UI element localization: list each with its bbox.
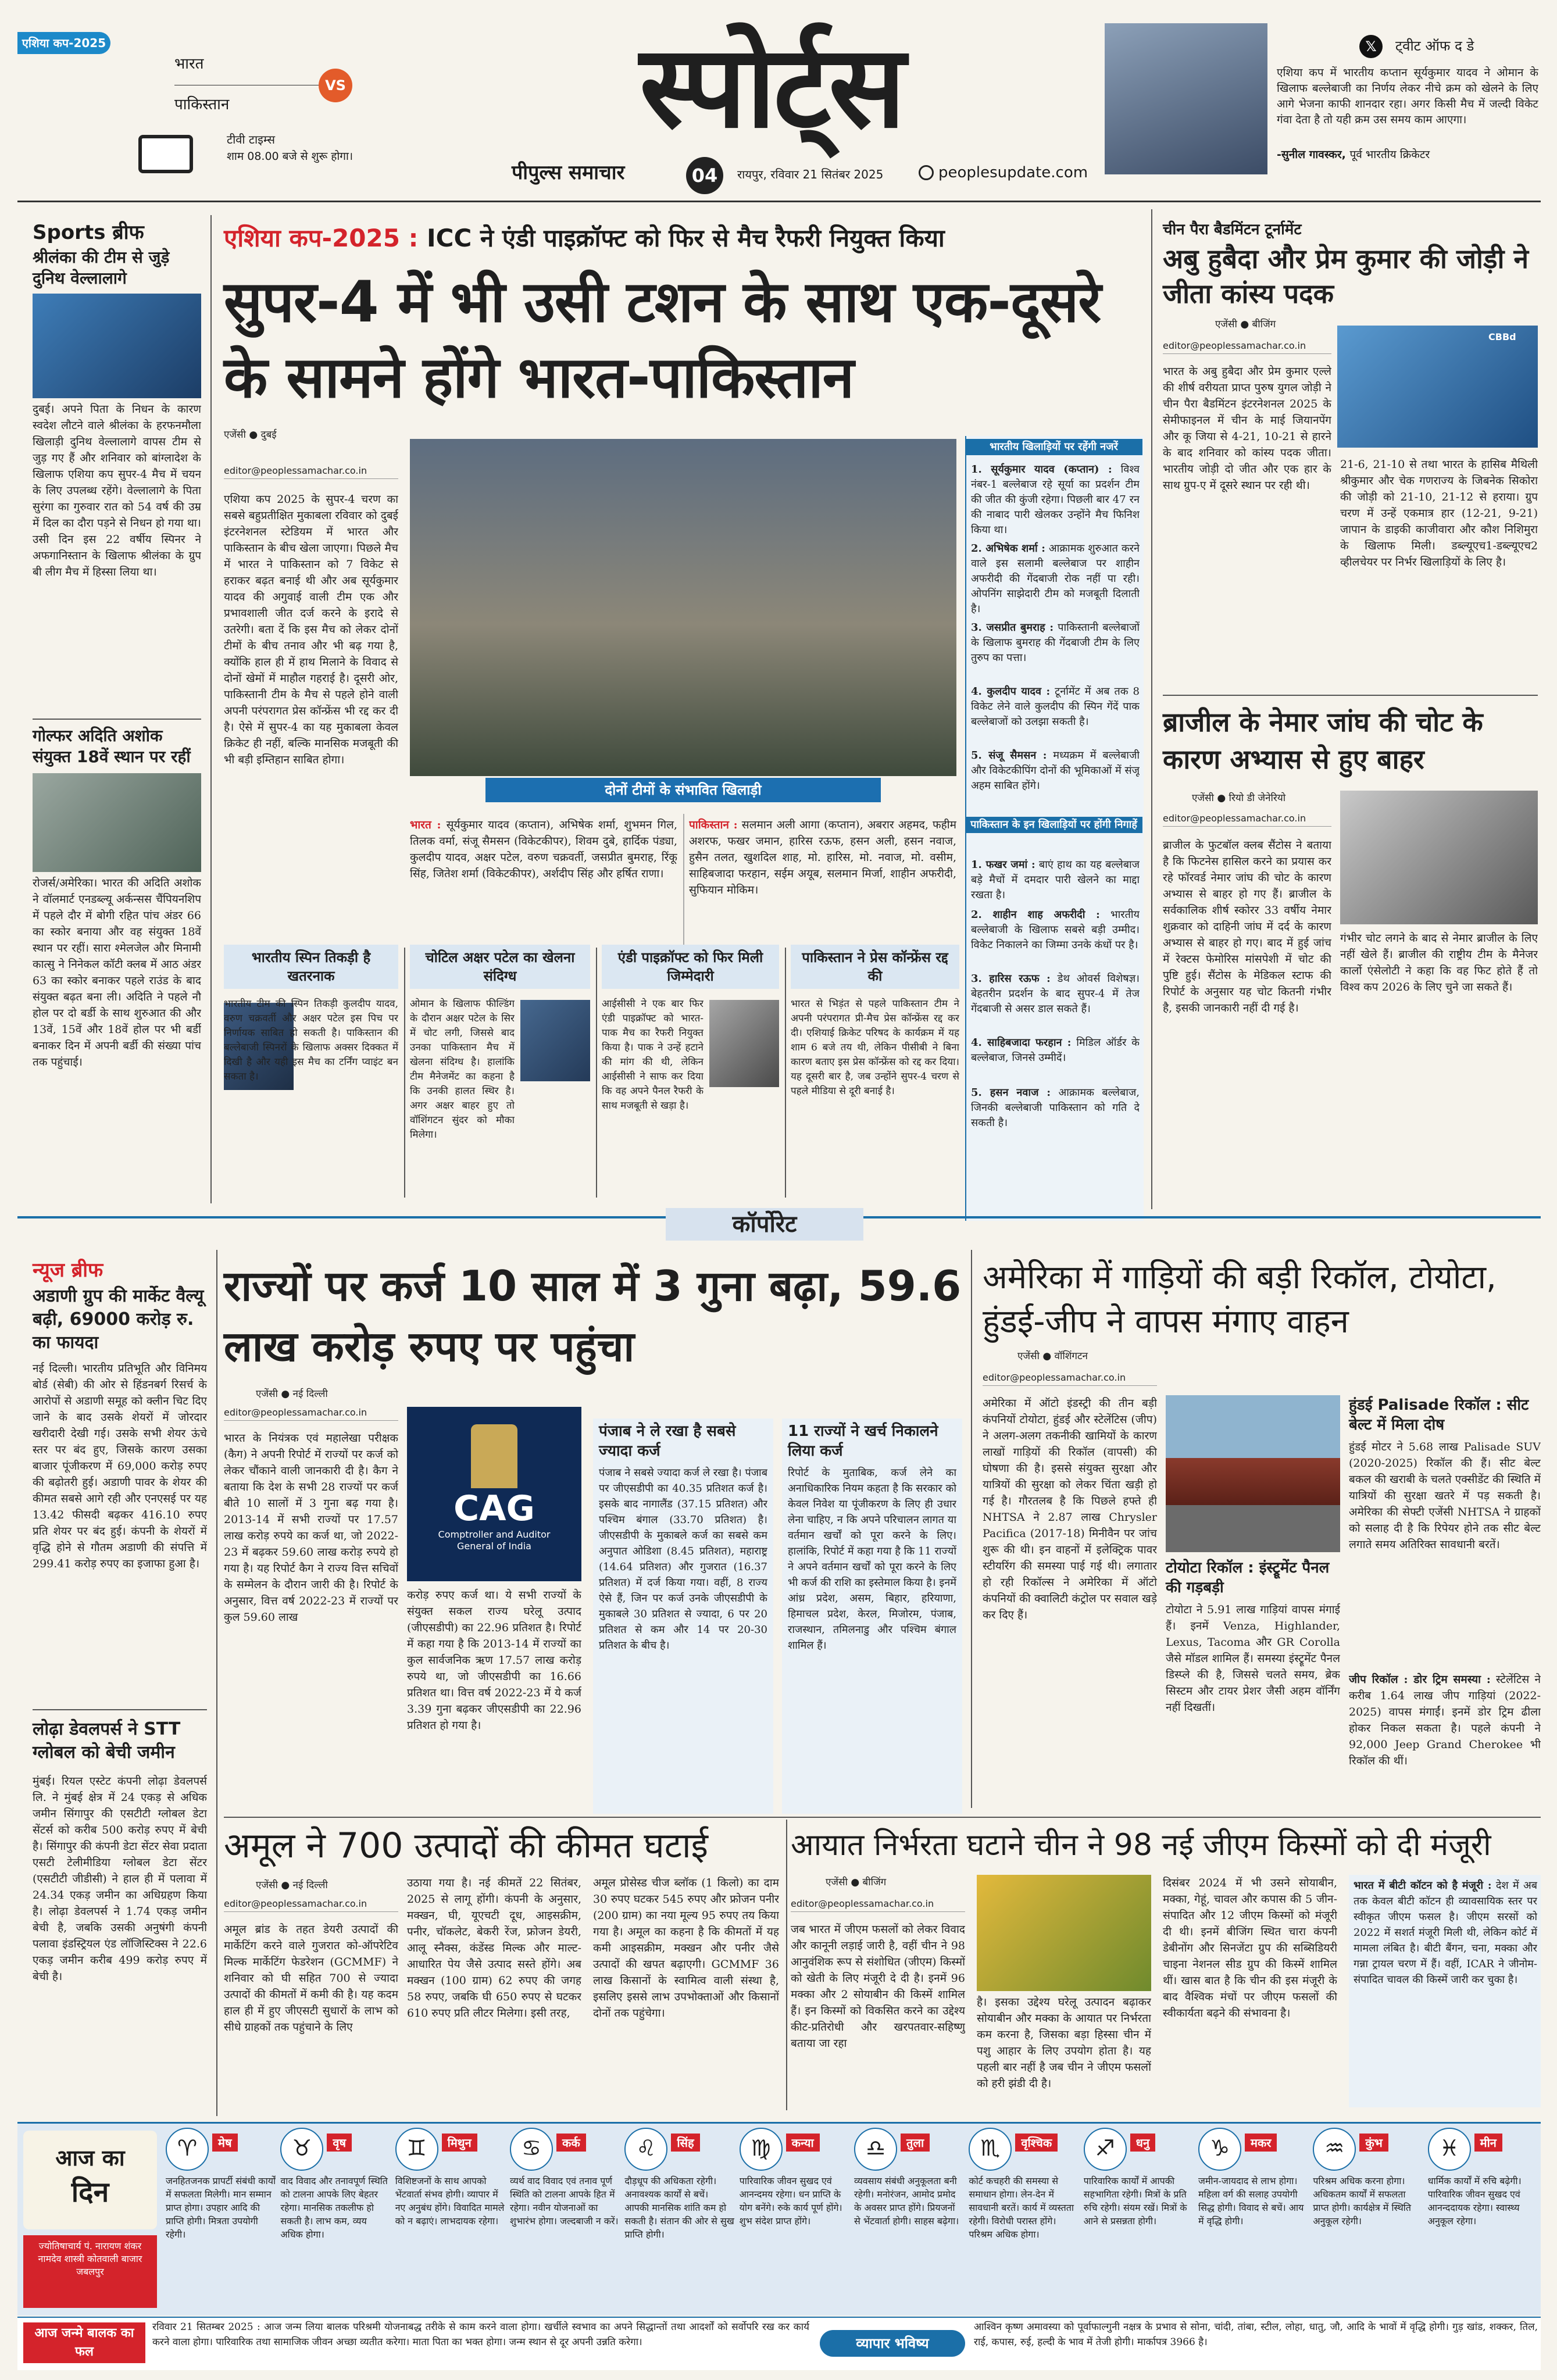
main-body: एशिया कप 2025 के सुपर-4 चरण का सबसे बहुप्रतीक्षित मुकाबला रविवार को दुबई इंटरनेशनल स्टेडियम में भारत और पाकिस्तान के बीच खेला जाएगा। पिछले मैच में भारत ने पाकिस्तान को 7 विकेट से हराकर बढ़त बनाई थी और अब सूर्यकुमार यादव की अगुवाई वाली टीम एक और प्रभावशाली जीत दर्ज करने के इरादे से उतरेगी। बता दें कि इस मैच को लेकर दोनों टीमों के बीच तनाव और भी बढ़ गया है, क्योंकि हाल ही में हाथ मिलाने के विवाद से दोनों खेमों में माहौल गहराई है। दूसरी ओर, पाकिस्तानी टीम के मैच से पहले होने वाली अपनी परंपरागत प्रेस कॉन्फ्रेंस भी रद्द कर दी है। ऐसे में सुपर-4 का यह मुकाबला केवल क्रिकेट ही नहीं, बल्कि मानसिक मजबूती की भी बड़ी इम्तिहान साबित होगा। [224,493,398,766]
sub-box-title: चोटिल अक्षर पटेल का खेलना संदिग्ध [410,945,590,989]
debt-email: editor@peoplessamachar.co.in [224,1407,398,1421]
neymar-byline: एजेंसी ● रियो डी जेनेरियो [1192,792,1286,804]
adani-headline: अडाणी ग्रुप की मार्केट वैल्यू बढ़ी, 69000 करोड़ रु. का फायदा [33,1286,204,1353]
rashi-icon: ♉ [280,2128,323,2171]
rashi-makar [1198,2128,1308,2308]
adani-text: नई दिल्ली। भारतीय प्रतिभूति और विनिमय बोर्ड (सेबी) की ओर से हिंडनबर्ग रिसर्च के आरोपों से अडाणी समूह को क्लीन चिट दिए जाने के बाद उसके शेयरों में जोरदार खरीदारी देखी गई। उसके सभी शेयर ऊंचे स्तर पर बंद हुए, जिसके कारण उसका बाजार पूंजीकरण में 69,000 करोड़ रुपए की बढ़ोतरी हुई। अडाणी पावर के शेयर की कीमत सबसे आगे रही और एनएसई पर यह 13.42 फीसदी बढ़कर 416.10 रुपए प्रति शेयर पर बंद हुई। कंपनी के शेयरों में वृद्धि होने से गौतम अडाणी की संपत्ति में 299.41 करोड़ रुपए का इजाफा हुआ है। [33,1362,207,1570]
aditi-photo [33,773,201,872]
brief-divider [33,719,201,720]
astrologer: ज्योतिषाचार्य पं. नारायण शंकर नामदेव शास्त्री कोतवाली बाजार जबलपुर [23,2235,157,2308]
sub-box-3 [602,945,779,1203]
rashi-name: तुला [901,2134,930,2152]
india-players-title: भारतीय खिलाड़ियों पर रहेंगी नजरें [965,439,1142,455]
brief-divider-2 [33,1709,207,1710]
list-item: 5. संजू सैमसन : मध्यक्रम में बल्लेबाजी और विकेटकीपिंग दोनों की भूमिकाओं में संजू अहम साबित होंगे। [971,749,1140,792]
brief-label: Sports ब्रीफ [33,221,144,244]
debt-text-2: करोड़ रुपए कर्ज था। ये सभी राज्यों के संयुक्त सकल राज्य घरेलू उत्पाद (जीएसडीपी) का 22.96 प्रतिशत है। रिपोर्ट में कहा गया है कि 2013-14 में राज्यों का कुल सार्वजनिक ऋण 17.57 लाख करोड़ रुपये था, जो जीएसडीपी का 16.66 प्रतिशत था। वित्त वर्ष 2022-23 में ये कर्ज 3.39 गुना बढ़कर जीएसडीपी का 22.96 प्रतिशत हो गया है। [407,1589,581,1732]
globe-icon [919,165,934,180]
tv-icon [138,135,193,173]
india-players-list [971,462,1140,798]
recall-email: editor@peoplessamachar.co.in [983,1372,1157,1386]
debt-byline: एजेंसी ● नई दिल्ली [256,1388,328,1400]
cag-sub: Comptroller and Auditor General of India [438,1529,551,1552]
jeep-text: जीप रिकॉल : डोर ट्रिम समस्या : स्टेलेंटिस ने करीब 1.64 लाख जीप गाड़ियां (2022-2025) वापस मंगाईं। इनमें डोर ट्रिम ढीला होकर निकल सकता है। पहले कंपनी ने 92,000 Jeep Grand Cherokee भी रिकॉल की थीं। [1349,1673,1541,1767]
punjab-title: पंजाब ने ले रखा है सबसे ज्यादा कर्ज [599,1423,736,1460]
gm-text-3: दिसंबर 2024 में भी उसने सोयाबीन, मक्का, गेहूं, चावल और कपास की 5 जीन-संपादित और 12 जीएम किस्मों को मंजूरी दी थी। इनमें बीजिंग स्थित चारा कंपनी डेबीनोंग और सिनजेंटा ग्रुप की सब्सिडियरी चाइना नेशनल सीड ग्रुप की किस्में शामिल थीं। खास बात है कि चीन की इस मंजूरी के बाद वैश्विक मंचों पर जीएम फसलों की स्वीकार्यता बढ़ने की संभावना है। [1163,1877,1337,2020]
rashi-text: कोर्ट कचहरी की समस्या से समाधान होगा। लेन-देन में सावधानी बरतें। कार्य में व्यस्तता रहेगी। विरोधी परास्त होंगे। परिश्रम अधिक होगा। [969,2175,1074,2240]
rashi-singh [624,2128,734,2308]
rashi-meen [1428,2128,1538,2308]
rashi-mesh [166,2128,276,2308]
debt-text-1: भारत के नियंत्रक एवं महालेखा परीक्षक (कैग) ने अपनी रिपोर्ट में राज्यों पर कर्ज को लेकर चौंकाने वाली जानकारी दी है। कैग ने बताया कि देश के सभी 28 राज्यों पर कर्ज बीते 10 सालों में 3 गुना बढ़ गया है। 2013-14 में सभी राज्यों पर 17.57 लाख करोड़ रुपये का कर्ज था, जो 2022-23 में बढ़कर 59.60 लाख करोड़ रुपये हो गया है। यह रिपोर्ट कैग ने राज्य वित्त सचिवों के सम्मेलन के दौरान जारी की है। रिपोर्ट के अनुसार, वित्त वर्ष 2022-23 में राज्यों पर कुल 59.60 लाख [224,1432,398,1624]
pak-players-title: पाकिस्तान के इन खिलाड़ियों पर होंगी निगाहें [965,817,1142,833]
rashi-icon: ♓ [1428,2128,1471,2171]
sub-box-1 [224,945,398,1203]
sub-divider-1 [404,948,405,1198]
rashi-text: व्यर्थ वाद विवाद एवं तनाव पूर्ण स्थिति को टालना आपके हित में रहेगा। नवीन योजनाओं का शुभारंभ होगा। जल्दबाजी न करें। [509,2175,619,2227]
rashifal-heading [23,2131,157,2229]
recall-text-1: अमेरिका में ऑटो इंडस्ट्री की तीन बड़ी कंपनियों टोयोटा, हुंडई और स्टेलेंटिस (जीप) ने अलग-अलग तकनीकी खामियों के कारण लाखों गाड़ियों की रिकॉल (वापसी) की घोषणा की है। इससे संयुक्त सुरक्षा और यात्रियों की सुरक्षा को लेकर चिंता खड़ी हो गई है। गौरतलब है कि पिछले हफ्ते ही NHTSA ने 2.87 लाख Chrysler Pacifica (2017-18) मिनीवैन पर जांच शुरू की थी। इन वाहनों में इलेक्ट्रिक पावर स्टीयरिंग की समस्या पाई गई थी। लगातार हो रही रिकॉल्स ने अमेरिका में ऑटो कंपनियों की क्वालिटी कंट्रोल पर सवाल खड़े कर दिए हैं। [983,1397,1157,1621]
neymar-email: editor@peoplessamachar.co.in [1163,813,1331,827]
wellalage-photo [33,294,201,398]
main-kicker: एशिया कप-2025 : ICC ने एंडी पाइक्रॉफ्ट को फिर से मैच रैफरी नियुक्त किया [224,224,945,252]
rashi-mithun [395,2128,505,2308]
gm-email: editor@peoplessamachar.co.in [791,1898,965,1912]
amul-headline: अमूल ने 700 उत्पादों की कीमत घटाई [224,1825,708,1866]
paper-name: पीपुल्स समाचार [512,161,625,184]
india-squad: भारत : सूर्यकुमार यादव (कप्तान), अभिषेक शर्मा, शुभमन गिल, तिलक वर्मा, संजू सैमसन (विकेटकीपर), शिवम दुबे, हार्दिक पंड्या, कुलदीप यादव, अक्षर पटेल, वरुण चक्रवर्ती, जसप्रीत बुमराह, रिंकू सिंह, जितेश शर्मा (विकेटकीपर), अर्शदीप सिंह और हर्षित राणा। [410,819,677,880]
eleven-text: रिपोर्ट के मुताबिक, कर्ज लेने का अनाधिकारिक नियम कहता है कि सरकार को केवल निवेश या पूंजीकरण के लिए ही उधार लेना चाहिए, न कि अपने परिचालन लागत या वर्तमान खर्चों को पूरा करने के लिए। हालांकि, रिपोर्ट में कहा गया है कि 11 राज्यों ने अपने वर्तमान खर्चों को पूरा करने के लिए भी कर्ज की राशि का इस्तेमाल किया है। इनमें आंध्र प्रदेश, असम, बिहार, हरियाणा, हिमाचल प्रदेश, केरल, मिजोरम, पंजाब, राजस्थान, तमिलनाडु और पश्चिम बंगाल शामिल हैं। [788,1467,956,1652]
rashi-kumbh [1313,2128,1423,2308]
rashi-name: मेष [212,2134,238,2152]
amul-text-2: उठाया गया है। नई कीमतें 22 सितंबर, 2025 से लागू होंगी। कंपनी के अनुसार, मक्खन, घी, यूएचटी दूध, आइसक्रीम, पनीर, चॉकलेट, बेकरी रेंज, फ्रोजन डेयरी, आलू स्नैक्स, कंडेंस्ड मिल्क और माल्ट-आधारित पेय जैसे उत्पाद सस्ते होंगे। अब मक्खन (100 ग्राम) 62 रुपए की जगह 58 रुपए, जबकि घी 650 रुपए से घटकर 610 रुपए प्रति लीटर मिलेगा। इसी तरह, [407,1877,581,2020]
neymar-headline: ब्राजील के नेमार जांघ की चोट के कारण अभ्यास से हुए बाहर [1163,706,1483,775]
badminton-email: editor@peoplessamachar.co.in [1163,340,1331,354]
brief-headline-2: गोल्फर अदिति अशोक संयुक्त 18वें स्थान पर रहीं [33,726,191,766]
hyundai-title: हुंडई Palisade रिकॉल : सीट बेल्ट में मिला दोष [1349,1396,1529,1434]
dateline: रायपुर, रविवार 21 सितंबर 2025 [737,167,884,181]
rashi-text: पारिवारिक जीवन सुखद एवं आनन्दमय रहेगा। धन प्राप्ति के योग बनेंगे। रुके कार्य पूर्ण होंगे। शुभ संदेश प्राप्त होंगे। [739,2175,842,2227]
gavaskar-photo [1105,23,1267,174]
right-divider [1163,695,1538,696]
rashi-name: वृष [327,2134,352,2152]
tweet-label: ट्वीट ऑफ द डे [1395,38,1474,54]
sub-box-title: एंडी पाइक्रॉफ्ट को फिर मिली जिम्मेदारी [602,945,779,989]
neymar-text-2: गंभीर चोट लगने के बाद से नेमार ब्राजील के लिए नहीं खेले हैं। ब्राजील की राष्ट्रीय टीम के मैनेजर कार्लो एंसेलोटी ने कहा कि वह फिट होते हैं तो विश्व कप 2026 के लिए चुने जा सकते हैं। [1340,932,1538,994]
rashi-name: मिथुन [442,2134,477,2152]
rashi-icon: ♊ [395,2128,438,2171]
punjab-text: पंजाब ने सबसे ज्यादा कर्ज ले रखा है। पंजाब पर जीएसडीपी का 40.35 प्रतिशत कर्ज है। इसके बाद नागालैंड (37.15 प्रतिशत) और पश्चिम बंगाल (33.70 प्रतिशत) है। जीएसडीपी के मुकाबले कर्ज का सबसे कम अनुपात ओडिशा (8.45 प्रतिशत), महाराष्ट्र (14.64 प्रतिशत) और गुजरात (16.37 प्रतिशत) में दर्ज किया गया। वहीं, 8 राज्य ऐसे हैं, जिन पर कर्ज उनके जीएसडीपी के मुकाबले 30 प्रतिशत से ज्यादा, 6 पर 20 प्रतिशत से कम और 14 पर 20-30 प्रतिशत के बीच है। [599,1467,767,1652]
pak-squad: पाकिस्तान : सलमान अली आगा (कप्तान), अबरार अहमद, फहीम अशरफ, फखर जमान, हारिस रऊफ, हसन अली, हसन नवाज, हुसैन तलत, खुशदिल शाह, मो. हारिस, मो. नवाज, मो. वसीम, साहिबजादा फरहान, सईम अयूब, सलमान मिर्जा, शाहीन अफरीदी, सुफियान मोकिम। [689,819,956,896]
pak-players-list [971,857,1140,1135]
badminton-headline: अबु हुबैदा और प्रेम कुमार की जोड़ी ने जीता कांस्य पदक [1163,243,1529,309]
tv-channel: टीवी टाइम्स [227,133,276,146]
tweet-author: -सुनील गावस्कर, पूर्व भारतीय क्रिकेटर [1277,148,1430,161]
rashi-text: व्यवसाय संबंधी अनुकूलता बनी रहेगी। मनोरंजन, आमोद प्रमोद के अवसर प्राप्त होंगे। प्रियजनों से भेंटवार्ता होगी। साहस बढ़ेगा। [854,2175,959,2227]
rashi-text: जनहितजनक प्रापर्टी संबंधी कार्यों में सफलता मिलेगी। मान सम्मान प्राप्त होगा। उपहार आदि की प्राप्ति होगी। मित्रता उपयोगी रहेगी। [166,2175,276,2240]
sub-box-2 [410,945,590,1203]
trade-label: व्यापार भविष्य [820,2330,965,2357]
amul-byline: एजेंसी ● नई दिल्ली [256,1879,328,1891]
tweet-text: एशिया कप में भारतीय कप्तान सूर्यकुमार यादव ने ओमान के खिलाफ बल्लेबाजी का निर्णय लेकर नीचे क्रम को खेलने के लिए आगे भेजना काफी शानदार रहा। अगर किसी मैच में जल्दी विकेट गंवा देता है तो यही क्रम उस समय काम आएगा। [1277,66,1538,126]
main-email: editor@peoplessamachar.co.in [224,465,398,479]
col-divider-5 [786,1820,787,2110]
rashi-name: कन्या [786,2134,820,2152]
rashi-vrishchik [969,2128,1079,2308]
page-number: 04 [686,157,723,194]
list-item: 3. हारिस रऊफ : डेथ ओवर्स विशेषज्ञ। बेहतरीन प्रदर्शन के बाद सुपर-4 में तेज गेंदबाजी से असर डाल सकते हैं। [971,973,1140,1015]
tweet-author-desc: पूर्व भारतीय क्रिकेटर [1349,148,1430,161]
rashi-name: मीन [1474,2134,1502,2152]
toyota-text: टोयोटा ने 5.91 लाख गाड़ियां वापस मंगाई हैं। इनमें Venza, Highlander, Lexus, Tacoma और GR Corolla जैसे मॉडल शामिल हैं। समस्या इंस्ट्रूमेंट पैनल डिस्प्ले की है, जिससे चलते समय, ब्रेक सिस्टम और टायर प्रेशर जैसी अहम वॉर्निंग नहीं दिखतीं। [1166,1603,1340,1714]
gm-text-1: जब भारत में जीएम फसलों को लेकर विवाद और कानूनी लड़ाई जारी है, वहीं चीन ने 98 आनुवंशिक रूप से संशोधित (जीएम) किस्मों को खेती के लिए मंजूरी दे दी है। इनमें 96 मक्का और 2 सोयाबीन की किस्में शामिल हैं। इन किस्मों को विकसित करने का उद्देश्य कीट-प्रतिरोधी और खरपतवार-सहिष्णु बताया जा रहा [791,1923,965,2050]
gm-side-text: भारत में बीटी कॉटन को है मंजूरी : देश में अब तक केवल बीटी कॉटन ही व्यावसायिक स्तर पर स्वीकृत जीएम फसल है। जीएम सरसों को 2022 में सशर्त मंजूरी मिली थी, लेकिन कोर्ट में मामला लंबित है। बीटी बैंगन, चना, मक्का और गन्ना ट्रायल चरण में हैं। वहीं, ICAR ने जीनोम-संपादित चावल की किस्में जारी कर चुका है। [1354,1879,1537,1986]
col-divider-4 [971,1250,972,1808]
badminton-badge: CBBd [1488,331,1516,342]
rashi-icon: ♋ [510,2128,553,2171]
list-item: 1. सूर्यकुमार यादव (कप्तान) : विश्व नंबर-1 बल्लेबाज रहे सूर्या का प्रदर्शन टीम की जीत की कुंजी रहेगा। पिछली बार 47 रन की नाबाद पारी खेलकर उन्होंने मैच फिनिश किया था। [971,463,1140,536]
born-label: आज जन्मे बालक का फल [23,2322,145,2363]
pak-label: पाकिस्तान : [689,819,738,831]
eleven-title: 11 राज्यों ने खर्च निकालने लिया कर्ज [788,1423,938,1460]
cag-logo [407,1407,581,1581]
pycroft-photo [709,1000,779,1087]
rashi-kanya [740,2128,849,2308]
col-divider-2 [1151,209,1152,1209]
main-byline: एजेंसी ● दुबई [224,429,277,441]
recall-byline: एजेंसी ● वॉशिंगटन [1017,1350,1088,1362]
badminton-kicker: चीन पैरा बैडमिंटन टूर्नामेंट [1163,221,1302,238]
rashi-icon: ♈ [166,2128,209,2171]
team1: भारत [174,55,204,73]
rashi-name: धनु [1130,2134,1155,2152]
sub-box-text: भारतीय टीम की स्पिन तिकड़ी कुलदीप यादव, वरुण चक्रवर्ती और अक्षर पटेल इस पिच पर निर्णायक साबित हो सकती है। पाकिस्तान की बल्लेबाजी स्पिनरों के खिलाफ अक्सर दिक्कत में दिखी है और यही इस मैच का टर्निंग प्वाइंट बन सकता है। [224,998,398,1082]
corn-photo [977,1875,1151,1991]
lodha-text: मुंबई। रियल एस्टेट कंपनी लोढ़ा डेवलपर्स लि. ने मुंबई क्षेत्र में 24 एकड़ से अधिक जमीन सिंगापुर की एसटीटी ग्लोबल डेटा सेंटर्स को करीब 500 करोड़ रुपए में बेची है। सिंगापुर की कंपनी डेटा सेंटर सेवा प्रदाता एसटी टेलीमीडिया ग्लोबल डेटा सेंटर (एसटीटी जीडीसी) ने हाल ही में पलावा में 24.34 एकड़ जमीन का अधिग्रहण किया है। लोढ़ा डेवलपर्स ने 1.74 एकड़ जमीन बेची है, जबकि उसकी अनुषंगी कंपनी पलावा इंडस्ट्रियल एंड लॉजिस्टिक्स ने 22.6 एकड़ जमीन करीब 499 करोड़ रुपए में बेची है। [33,1775,207,1983]
main-headline: सुपर-4 में भी उसी टशन के साथ एक-दूसरे के सामने होंगे भारत-पाकिस्तान [224,269,1101,411]
col-divider-3 [216,1250,217,2116]
list-item: 2. शाहीन शाह अफरीदी : भारतीय बल्लेबाजी के खिलाफ सबसे बड़ी उम्मीद। विकेट निकालने का जिम्मा उनके कंधों पर है। [971,909,1140,951]
vs-badge: VS [319,69,352,102]
rashi-icon: ♐ [1084,2128,1127,2171]
recall-headline: अमेरिका में गाड़ियों की बड़ी रिकॉल, टोयोटा, हुंडई-जीप ने वापस मंगाए वाहन [983,1259,1497,1341]
main-photo [410,439,956,776]
hyundai-text: हुंडई मोटर ने 5.68 लाख Palisade SUV (2020-2025) रिकॉल की हैं। सीट बेल्ट बकल की खराबी के चलते एक्सीडेंट की स्थिति में यात्रियों की सुरक्षा खतरे में पड़ सकती है। अमेरिका की सेफ्टी एजेंसी NHTSA ने ग्राहकों को सलाह दी है कि रिपेयर होने तक सीट बेल्ट लगाते समय अतिरिक्त सावधानी बरतें। [1349,1441,1541,1551]
rashi-icon: ♍ [740,2128,783,2171]
rashi-name: कर्क [556,2134,586,2152]
lodha-headline: लोढ़ा डेवलपर्स ने STT ग्लोबल को बेची जमीन [33,1719,181,1763]
india-label: भारत : [410,819,441,831]
rashi-text: विशिष्टजनों के साथ आपको भेंटवार्ता संभव होगी। व्यापार में नए अनुबंध होंगे। विवादित मामले को न बढ़ाएं। लाभदायक रहेगा। [395,2175,505,2227]
badminton-text-1: भारत के अबु हुबैदा और प्रेम कुमार एल्ले की शीर्ष वरीयता प्राप्त पुरुष युगल जोड़ी ने चीन पैरा बैडमिंटन इंटरनेशनल 2025 के सेमीफाइनल में चीन के माई जियानपेंग और कू जिया से 4-21, 10-21 से हारने के बाद शनिवार को कांस्य पदक जीता। भारतीय जोड़ी दो जीत और एक हार के साथ ग्रुप-ए में दूसरे स्थान पर रही थी। [1163,365,1331,492]
neymar-photo [1340,791,1538,924]
rashi-icon: ♏ [969,2128,1012,2171]
masthead-rule [17,201,1541,202]
gm-byline: एजेंसी ● बीजिंग [826,1877,887,1888]
rashi-icon: ♑ [1198,2128,1241,2171]
rashifal-heading-bottom: दिन [71,2176,109,2209]
gm-text-2: है। इसका उद्देश्य घरेलू उत्पादन बढ़ाकर सोयाबीन और मक्का के आयात पर निर्भरता कम करना है, जिसका बड़ा हिस्सा चीन में पशु आहार के लिए उपयोग होता है। यह पहली बार नहीं है जब चीन ने जीएम फसलों को हरी झंडी दी है। [977,1996,1151,2090]
jeep-title: जीप रिकॉल : डोर ट्रिम समस्या : [1349,1673,1491,1686]
rashi-name: वृश्चिक [1015,2134,1058,2152]
sub-box-title: पाकिस्तान ने प्रेस कॉन्फ्रेंस रद्द की [791,945,959,989]
sub-divider-3 [785,948,786,1198]
rashi-dhanu [1084,2128,1194,2308]
brief-text-1: दुबई। अपने पिता के निधन के कारण स्वदेश लौटने वाले श्रीलंका के हरफनमौला खिलाड़ी दुनिथ वेल्लालागे वापस टीम से जुड़ गए हैं और शनिवार को बांग्लादेश के खिलाफ एशिया कप सुपर-4 मैच में चयन के लिए उपलब्ध रहेंगे। वेल्लालागे के पिता सुरंगा का गुरुवार रात को 54 वर्ष की उम्र में दिल का दौरा पड़ने से निधन हो गया था। उसी दिन इस 22 वर्षीय स्पिनर ने अफगानिस्तान के खिलाफ श्रीलंका के ग्रुप बी लीग मैच में हिस्सा लिया था। [33,403,201,578]
amul-text-1: अमूल ब्रांड के तहत डेयरी उत्पादों की मार्केटिंग करने वाले गुजरात को-ऑपरेटिव मिल्क मार्केटिंग फेडरेशन (GCMMF) ने शनिवार को घी सहित 700 से ज्यादा उत्पादों की कीमतों में कमी की है। यह कदम हाल ही में हुए जीएसटी सुधारों के लाभ को सीधे ग्राहकों तक पहुंचाने के लिए [224,1923,398,2034]
rashi-vrish [280,2128,390,2308]
rashi-name: सिंह [671,2134,699,2152]
axar-photo [520,1000,590,1081]
corporate-banner: कॉर्पोरेट [666,1208,863,1241]
team2: पाकिस्तान [174,96,230,113]
amul-rule [224,1817,1541,1818]
list-item: 1. फखर जमां : बाएं हाथ का यह बल्लेबाज बड़े मैचों में दमदार पारी खेलने का माद्दा रखता है। [971,859,1140,901]
rashi-text: परिश्रम अधिक करना होगा। अधिकतम कार्यों में सफलता प्राप्त होगी। कार्यक्षेत्र में स्थिति अनुकूल रहेगी। [1313,2175,1411,2227]
col-divider-1 [210,215,212,1203]
rashi-text: वाद विवाद और तनावपूर्ण स्थिति को टालना आपके लिए बेहतर रहेगा। मानसिक तकलीफ हो सकती है। लाभ कम, व्यय अधिक होगा। [280,2175,388,2240]
x-icon: 𝕏 [1359,35,1383,58]
rashifal-grid [166,2128,1538,2308]
amul-text-3: अमूल प्रोसेस्ड चीज ब्लॉक (1 किलो) का दाम 30 रुपए घटकर 545 रुपए और फ्रोजन पनीर (200 ग्राम) का नया मूल्य 95 रुपए तय किया गया है। अमूल का कहना है कि कीमतों में यह कमी आइसक्रीम, मक्खन और पनीर जैसे उत्पादों की खपत बढ़ाएगी। GCMMF 36 लाख किसानों के स्वामित्व वाली संस्था है, इसलिए इससे लाभ उपभोक्ताओं और किसानों दोनों तक पहुंचेगा। [593,1877,779,2020]
amul-email: editor@peoplessamachar.co.in [224,1898,398,1912]
badminton-text-2: 21-6, 21-10 से तथा भारत के हासिब मैथिली श्रीकुमार और चेक गणराज्य के जिबनेक सिकोरा की जोड़ी को 21-10, 21-12 से हराया। ग्रुप चरण में उन्हें एकमात्र हार (12-21, 9-21) जापान के डाइकी काजीवारा और कौश निशिमुरा के खिलाफ मिली। डब्ल्यूएच1-डब्ल्यूएच2 व्हीलचेयर पर निर्भर खिलाड़ियों के लिए है। [1340,458,1538,569]
rashi-text: पारिवारिक कार्यों में आपकी सहभागिता रहेगी। मित्रों के प्रति रुचि रहेगी। संयम रखें। मित्रों के आने से प्रसन्नता होगी। [1083,2175,1187,2227]
rashi-name: कुंभ [1359,2134,1388,2152]
sub-divider-2 [596,948,597,1198]
sub-box-text: भारत से भिड़ंत से पहले पाकिस्तान टीम ने अपनी परंपरागत प्री-मैच प्रेस कॉन्फ्रेंस रद्द कर दी। एशियाई क्रिकेट परिषद के कार्यक्रम में यह शाम 6 बजे तय थी, लेकिन पीसीबी ने बिना कारण बताए इस प्रेस कॉन्फ्रेंस को रद्द कर दिया। यह दूसरी बार है, जब उन्होंने सुपर-4 चरण से पहले मीडिया से दूरी बनाई है। [791,998,959,1097]
list-item: 4. साहिबजादा फरहान : मिडिल ऑर्डर के बल्लेबाज, जिनसे उम्मीदें। [971,1037,1140,1064]
rashi-text: जमीन-जायदाद से लाभ होगा। महिला वर्ग की सलाह उपयोगी सिद्ध होगी। विवाद से बचें। आय में वृद्धि होगी। [1198,2175,1304,2227]
sub-box-4 [791,945,959,1203]
toyota-title: टोयोटा रिकॉल : इंस्ट्रूमेंट पैनल की गड़बड़ी [1166,1559,1330,1596]
rashi-kark [510,2128,620,2308]
rashi-icon: ♌ [624,2128,667,2171]
list-item: 4. कुलदीप यादव : टूर्नामेंट में अब तक 8 विकेट लेने वाले कुलदीप की स्पिन गेंदें पाक बल्लेबाजों को उलझा सकती है। [971,685,1140,728]
car-photo [1166,1395,1340,1552]
cag-text: CAG [453,1488,535,1529]
rashifal-heading-top: आज का [55,2145,125,2171]
squad-divider [683,814,684,945]
match-ticker: एशिया कप-2025 [17,32,110,54]
neymar-text-1: ब्राजील के फुटबॉल क्लब सैंटोस ने बताया है कि फिटनेस हासिल करने का प्रयास कर रहे फॉरवर्ड नेमार जांघ की चोट के कारण अभ्यास से बाहर हो गए हैं। ब्राजील के सर्वकालिक शीर्ष स्कोरर 33 वर्षीय नेमार शुक्रवार को दाहिनी जांघ में दर्द के कारण अभ्यास से बाहर हो गए। बाद में हुई जांच में रेक्टस फेमोरिस मांसपेशी में चोट की पुष्टि हुई। सैंटोस के मेडिकल स्टाफ की रिपोर्ट के अनुसार यह चोट कितनी गंभीर है, इसकी जानकारी नहीं दी गई है। [1163,839,1331,1014]
list-item: 5. हसन नवाज : आक्रामक बल्लेबाज, जिनकी बल्लेबाजी पाकिस्तान को गति दे सकती है। [971,1087,1140,1129]
rashi-icon: ♒ [1313,2128,1356,2171]
badminton-photo [1337,326,1538,448]
brief-text-2: रोजर्स/अमेरिका। भारत की अदिति अशोक ने वॉलमार्ट एनडब्ल्यू अर्कन्सस चैंपियनशिप में पहले दौर में बोगी रहित पांच अंडर 66 का स्कोर बनाया और वह संयुक्त 18वें स्थान पर रहीं। सारा श्मेलजेल और मिनामी कात्सु ने निनेकल कॉटी क्लब में आठ अंडर 63 का स्कोर बनाकर पहले राउंड के बाद संयुक्त बढ़त बना ली। अदिति ने पहले नौ होल पर दो बर्डी के साथ शुरुआत की और 13वें, 15वें और 18वें होल पर भी बर्डी बनाकर दिन में अपनी बर्डी की संख्या पांच तक पहुंचाई। [33,877,201,1069]
rashi-icon: ♎ [854,2128,897,2171]
gm-headline: आयात निर्भरता घटाने चीन ने 98 नई जीएम किस्मों को दी मंजूरी [791,1828,1491,1863]
rashi-name: मकर [1245,2134,1277,2152]
photo-caption: दोनों टीमों के संभावित खिलाड़ी [485,778,881,802]
website[interactable]: peoplesupdate.com [938,164,1088,181]
badminton-byline: एजेंसी ● बीजिंग [1215,319,1276,330]
rashi-tula [854,2128,964,2308]
list-item: 2. अभिषेक शर्मा : आक्रामक शुरुआत करने वाले इस सलामी बल्लेबाज पर शाहीन अफरीदी की गेंदबाजी रोक नहीं पा रही। ओपनिंग साझेदारी टीम को मजबूती दिलाती है। [971,542,1140,615]
sub-box-text: ओमान के खिलाफ फील्डिंग के दौरान अक्षर पटेल के सिर में चोट लगी, जिससे बाद उनका पाकिस्तान मैच में खेलना संदिग्ध है। हालांकि टीम मैनेजमेंट का कहना है कि उनकी हालत स्थिर है। अगर अक्षर बाहर हुए तो वॉशिंगटन सुंदर को मौका मिलेगा। [410,998,515,1141]
section-title: स्पोर्ट्स [640,21,904,153]
emblem-icon [471,1424,517,1488]
sub-box-text: आईसीसी ने एक बार फिर एंडी पाइक्रॉफ्ट को भारत-पाक मैच का रैफरी नियुक्त किया है। पाक ने उन्हें हटाने की मांग की थी, लेकिन आईसीसी ने साफ कर दिया कि वह अपने पैनल रैफरी के साथ मजबूती से खड़ा है। [602,998,703,1112]
news-brief-label: न्यूज ब्रीफ [33,1259,103,1282]
brief-headline-1: श्रीलंका की टीम से जुड़े दुनिथ वेल्लालागे [33,248,170,288]
sub-box-title: भारतीय स्पिन तिकड़ी है खतरनाक [224,945,398,989]
rashi-text: दौड़धूप की अधिकता रहेगी। अनावश्यक कार्यों से बचें। आपकी मानसिक शांति कम हो सकती है। संतान की ओर से सुख प्राप्ति होगी। [624,2175,734,2240]
tv-time: शाम 08.00 बजे से शुरू होगा। [227,150,353,163]
rashi-text: धार्मिक कार्यों में रुचि बढ़ेगी। पारिवारिक जीवन सुखद एवं आनन्ददायक रहेगा। स्वास्थ्य अनुकूल रहेगा। [1427,2175,1522,2227]
trade-text: आश्विन कृष्ण अमावस्या को पूर्वाफाल्गुनी नक्षत्र के प्रभाव से सोना, चांदी, तांबा, स्टील, लोहा, धातु, जौ, आदि के भावों में वृद्धि होगी। गुड़ खांड, शक्कर, तिल, राई, कपास, रुई, हल्दी के भाव में तेजी होगी। मार्कापत्र 3966 है। [974,2321,1538,2348]
debt-headline: राज्यों पर कर्ज 10 साल में 3 गुना बढ़ा, 59.6 लाख करोड़ रुपए पर पहुंचा [224,1262,962,1371]
gm-side-title: भारत में बीटी कॉटन को है मंजूरी : [1354,1879,1492,1892]
born-text: रविवार 21 सितम्बर 2025 : आज जन्म लिया बालक परिश्रमी योजनाबद्ध तरीके से काम करने वाला होगा। खर्चीले स्वभाव का अपने सिद्धान्तों तथा आदर्शों को सर्वोपरि रख कर कार्य करने वाला होगा। पारिवारिक तथा सामाजिक जीवन अच्छा व्यतीत करेगा। माता पिता का भक्त होगा। जन्म स्थान से दूर अपनी उन्नति करेगा। [152,2321,809,2348]
list-item: 3. जसप्रीत बुमराह : पाकिस्तानी बल्लेबाजों के खिलाफ बुमराह की गेंदबाजी टीम के लिए तुरुप का पत्ता। [971,621,1140,664]
